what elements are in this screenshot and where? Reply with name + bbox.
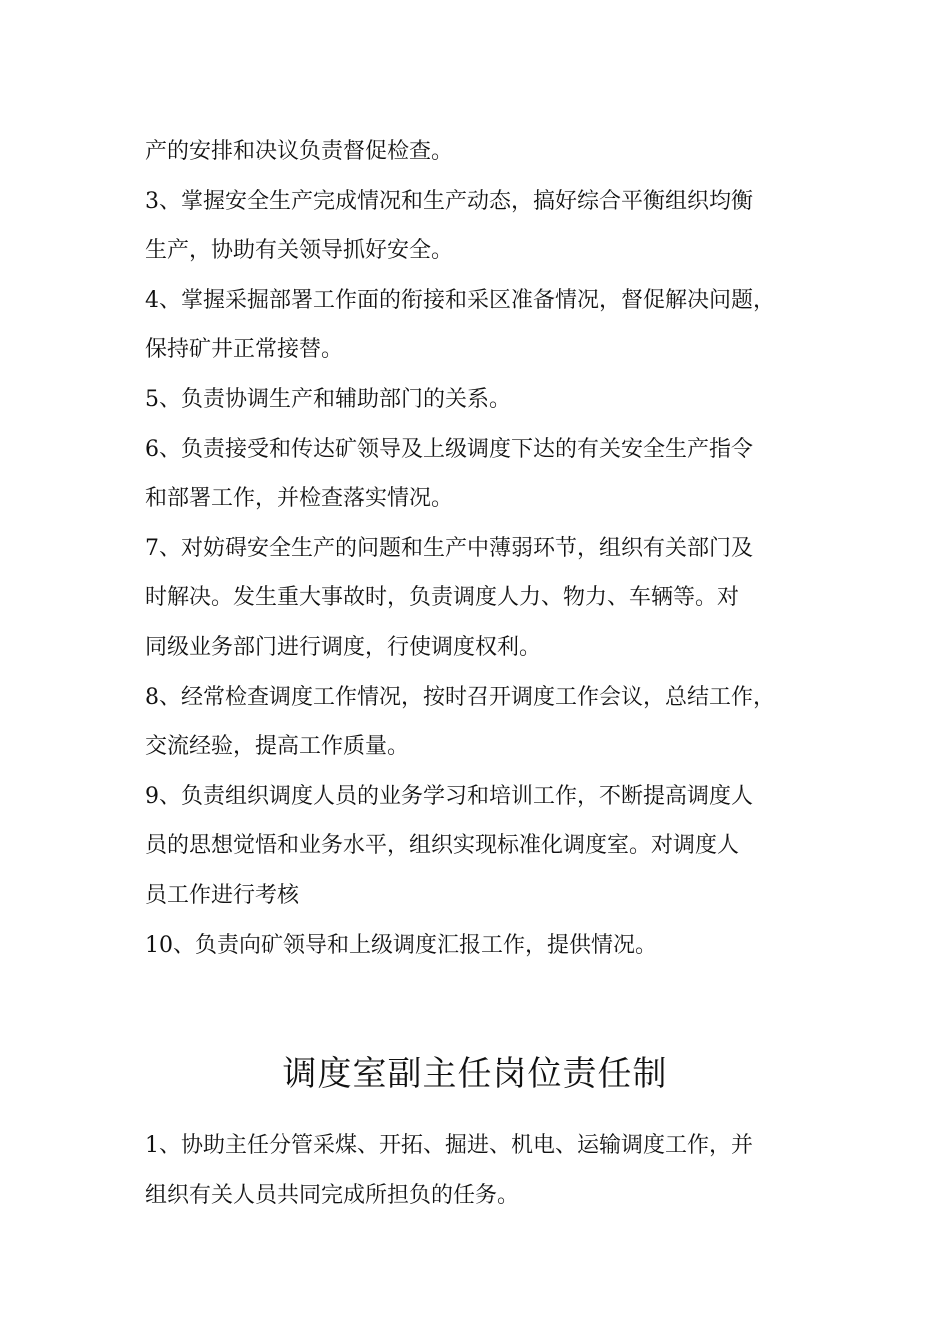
- text-line: 8、经常检查调度工作情况，按时召开调度工作会议，总结工作，: [145, 684, 775, 710]
- text-line: 员工作进行考核: [145, 882, 300, 908]
- text-line: 员的思想觉悟和业务水平，组织实现标准化调度室。对调度人: [145, 833, 740, 859]
- text-line: 6、负责接受和传达矿领导及上级调度下达的有关安全生产指令: [145, 436, 753, 462]
- text-line: 交流经验，提高工作质量。: [145, 734, 410, 760]
- text-line: 7、对妨碍安全生产的问题和生产中薄弱环节，组织有关部门及: [145, 535, 753, 561]
- text-line: 1、协助主任分管采煤、开拓、掘进、机电、运输调度工作，并: [145, 1133, 753, 1158]
- section-heading: 调度室副主任岗位责任制: [282, 1054, 668, 1094]
- text-line: 10、负责向矿领导和上级调度汇报工作，提供情况。: [145, 932, 657, 958]
- text-line: 9、负责组织调度人员的业务学习和培训工作，不断提高调度人: [145, 783, 753, 809]
- text-line: 5、负责协调生产和辅助部门的关系。: [145, 386, 511, 412]
- responsibilities-list-continued: [145, 127, 825, 970]
- text-line: 4、掌握采掘部署工作面的衔接和采区准备情况，督促解决问题，: [145, 287, 775, 313]
- text-line: 组织有关人员共同完成所担负的任务。: [145, 1182, 520, 1208]
- text-line: 时解决。发生重大事故时，负责调度人力、物力、车辆等。对: [145, 585, 740, 611]
- deputy-responsibilities-list: [145, 1121, 825, 1220]
- text-line: 3、掌握安全生产完成情况和生产动态，搞好综合平衡组织均衡: [145, 188, 753, 214]
- text-line: 生产，协助有关领导抓好安全。: [145, 238, 454, 264]
- text-line: 同级业务部门进行调度，行使调度权利。: [145, 634, 542, 660]
- text-line: 和部署工作，并检查落实情况。: [145, 486, 454, 512]
- text-line: 保持矿井正常接替。: [145, 337, 344, 363]
- text-line: 产的安排和决议负责督促检查。: [145, 139, 454, 164]
